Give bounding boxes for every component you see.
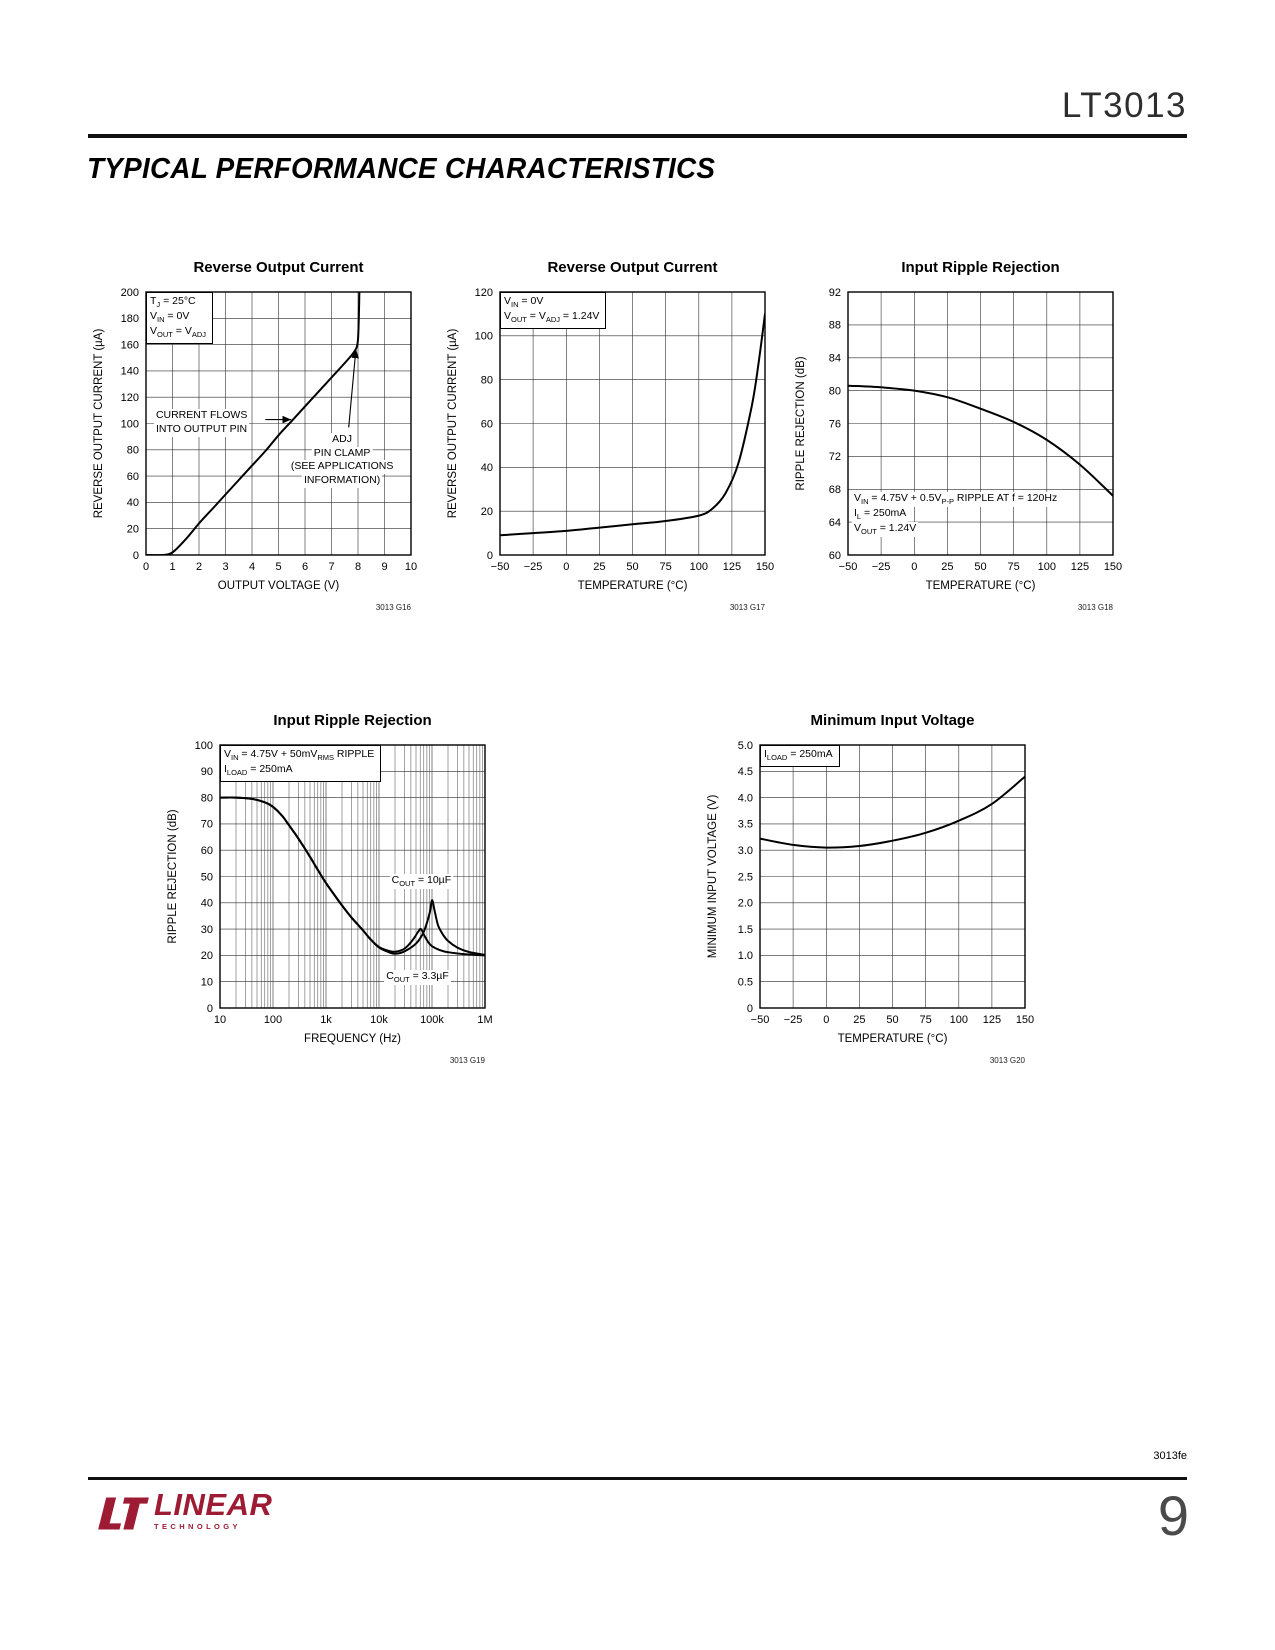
svg-text:3.0: 3.0 [737,845,753,857]
chart-canvas [790,252,1136,620]
svg-text:80: 80 [480,374,493,387]
svg-text:0: 0 [132,549,139,562]
svg-text:150: 150 [1103,561,1123,573]
svg-text:1.5: 1.5 [737,923,753,936]
chart-reverse-output-current-vs-temperature [442,252,788,620]
svg-text:−50: −50 [838,561,858,573]
svg-text:5.0: 5.0 [737,739,753,752]
svg-text:40: 40 [200,897,213,910]
svg-text:92: 92 [828,286,841,299]
svg-text:4.0: 4.0 [737,792,753,805]
chart-annotation: $C_{OUT} = 10\mu F$ [391,873,452,888]
svg-text:100: 100 [949,1014,968,1026]
svg-text:0: 0 [746,1002,753,1015]
svg-text:20: 20 [200,950,213,963]
svg-text:5: 5 [275,561,282,573]
svg-text:140: 140 [120,365,139,378]
svg-text:0: 0 [486,549,493,562]
svg-text:20: 20 [126,523,139,536]
svg-text:150: 150 [755,561,775,573]
svg-text:25: 25 [593,561,606,573]
svg-text:64: 64 [828,516,841,529]
chart-annotation: ADJ PIN CLAMP (SEE APPLICATIONS INFORMATION) [290,432,394,487]
chart-annotation: $I_{LOAD} = 250mA$ [760,745,840,767]
svg-text:10: 10 [200,976,213,989]
svg-text:20: 20 [480,506,493,518]
logo-brand-subtitle: TECHNOLOGY [154,1522,241,1532]
svg-text:100: 100 [263,1014,283,1026]
logo-brand-name: LINEAR [154,1487,273,1522]
svg-text:1: 1 [169,561,176,573]
svg-text:10: 10 [213,1014,227,1026]
svg-text:125: 125 [982,1014,1002,1026]
lt-logo-icon [86,1490,150,1540]
svg-text:Input Ripple Rejection: Input Ripple Rejection [901,259,1060,276]
svg-text:−50: −50 [490,561,510,573]
chart-canvas [442,252,788,620]
chart-minimum-input-voltage-vs-temperature [702,705,1048,1073]
svg-text:1M: 1M [477,1014,493,1026]
svg-text:25: 25 [853,1014,866,1026]
svg-text:125: 125 [722,561,742,573]
svg-text:40: 40 [126,497,139,510]
svg-text:100: 100 [689,561,708,573]
svg-text:30: 30 [200,923,213,936]
svg-text:6: 6 [301,561,309,573]
svg-text:90: 90 [200,766,213,779]
svg-text:Minimum Input Voltage: Minimum Input Voltage [810,712,975,729]
svg-text:3.5: 3.5 [737,818,753,831]
svg-text:60: 60 [126,470,139,483]
footer-rule [88,1477,1187,1480]
svg-text:0.5: 0.5 [737,976,753,989]
svg-text:1k: 1k [320,1014,332,1026]
chart-annotation: CURRENT FLOWS INTO OUTPUT PIN [155,409,248,435]
svg-text:3013 G17: 3013 G17 [729,603,765,612]
svg-text:3013 G19: 3013 G19 [449,1056,485,1065]
section-title: TYPICAL PERFORMANCE CHARACTERISTICS [87,153,716,185]
svg-text:10: 10 [404,561,418,573]
svg-text:160: 160 [120,339,139,352]
svg-text:0: 0 [823,1014,830,1026]
svg-text:100: 100 [1037,561,1056,573]
svg-text:84: 84 [828,352,841,365]
part-number: LT3013 [1061,86,1187,125]
chart-annotation: $C_{OUT} = 3.3\mu F$ [386,969,449,984]
svg-text:TEMPERATURE (°C): TEMPERATURE (°C) [577,580,688,592]
svg-text:TEMPERATURE (°C): TEMPERATURE (°C) [837,1033,948,1045]
svg-text:RIPPLE REJECTION (dB): RIPPLE REJECTION (dB) [167,809,179,944]
svg-text:60: 60 [480,418,493,431]
svg-text:TEMPERATURE (°C): TEMPERATURE (°C) [925,580,1036,592]
svg-text:3013 G18: 3013 G18 [1077,603,1113,612]
linear-technology-logo [86,1487,273,1540]
svg-text:RIPPLE REJECTION (dB): RIPPLE REJECTION (dB) [795,356,807,491]
svg-text:9: 9 [381,561,388,573]
svg-text:3013 G16: 3013 G16 [375,603,411,612]
chart-input-ripple-rejection-vs-frequency [162,705,508,1073]
chart-reverse-output-current-vs-output-voltage [88,252,434,620]
svg-text:60: 60 [828,549,841,562]
svg-text:Input Ripple Rejection: Input Ripple Rejection [273,712,432,729]
chart-annotation: $V_{IN} = 0V$ $V_{OUT} = V_{ADJ} = 1.24V$ [500,292,606,329]
chart-annotation: $V_{IN} = 4.75V + 50mV_{RMS}$ RIPPLE $I_{LOAD} = 250mA$ [220,745,381,782]
svg-text:60: 60 [200,845,213,857]
svg-text:50: 50 [974,561,987,573]
svg-text:4.5: 4.5 [737,766,753,779]
doc-code: 3013fe [1153,1450,1187,1462]
svg-text:7: 7 [328,561,335,573]
svg-text:REVERSE OUTPUT CURRENT (µA): REVERSE OUTPUT CURRENT (µA) [447,328,459,519]
svg-text:120: 120 [474,286,493,299]
svg-text:75: 75 [1007,561,1020,573]
svg-text:3013 G20: 3013 G20 [989,1056,1025,1065]
svg-text:76: 76 [828,418,841,431]
svg-text:80: 80 [200,792,213,805]
svg-text:50: 50 [626,561,639,573]
svg-text:FREQUENCY (Hz): FREQUENCY (Hz) [304,1033,401,1045]
svg-text:0: 0 [911,561,918,573]
logo-text [154,1487,273,1532]
svg-text:REVERSE OUTPUT CURRENT (µA): REVERSE OUTPUT CURRENT (µA) [93,328,105,519]
svg-text:−50: −50 [750,1014,770,1026]
svg-text:100: 100 [474,330,493,343]
svg-text:−25: −25 [523,561,543,573]
chart-input-ripple-rejection-vs-temperature [790,252,1136,620]
svg-text:72: 72 [828,451,841,464]
svg-text:2: 2 [195,561,203,573]
svg-text:75: 75 [659,561,672,573]
svg-text:100: 100 [120,418,139,431]
svg-text:−25: −25 [783,1014,803,1026]
svg-text:Reverse Output Current: Reverse Output Current [547,259,718,276]
svg-text:80: 80 [126,444,139,457]
svg-text:75: 75 [919,1014,932,1026]
svg-text:88: 88 [828,319,841,332]
svg-text:OUTPUT VOLTAGE (V): OUTPUT VOLTAGE (V) [217,580,340,592]
svg-text:3: 3 [222,561,229,573]
svg-text:Reverse Output Current: Reverse Output Current [193,259,364,276]
svg-text:150: 150 [1015,1014,1035,1026]
svg-text:40: 40 [480,462,493,475]
svg-text:8: 8 [354,561,362,573]
svg-text:50: 50 [886,1014,899,1026]
svg-text:2.5: 2.5 [737,871,753,884]
svg-text:MINIMUM INPUT VOLTAGE (V): MINIMUM INPUT VOLTAGE (V) [707,794,719,959]
chart-annotation: $T_J = 25^\circ C$ $V_{IN} = 0V$ $V_{OUT} = V_{ADJ}$ [146,292,213,344]
svg-text:2.0: 2.0 [737,897,753,910]
svg-text:125: 125 [1070,561,1090,573]
svg-text:70: 70 [200,818,213,831]
svg-text:0: 0 [563,561,570,573]
svg-text:100k: 100k [420,1014,444,1026]
svg-text:0: 0 [206,1002,213,1015]
svg-text:−25: −25 [871,561,891,573]
svg-text:180: 180 [120,313,139,326]
svg-text:120: 120 [120,392,139,404]
page-number: 9 [1157,1484,1189,1547]
svg-text:100: 100 [194,739,213,752]
svg-text:200: 200 [120,286,139,299]
chart-annotation: $V_{IN} = 4.75V + 0.5V_{P-P}$ RIPPLE AT f = 120Hz $I_L = 250mA$ $V_{OUT} = 1.24V$ [853,491,1058,536]
svg-text:4: 4 [248,561,256,573]
chart-canvas [702,705,1048,1073]
svg-text:80: 80 [828,385,841,398]
svg-text:25: 25 [941,561,954,573]
svg-text:0: 0 [142,561,150,573]
svg-text:68: 68 [828,484,841,497]
header-rule [88,134,1187,138]
svg-text:1.0: 1.0 [737,950,753,963]
svg-text:50: 50 [200,871,213,884]
svg-text:10k: 10k [370,1014,388,1026]
